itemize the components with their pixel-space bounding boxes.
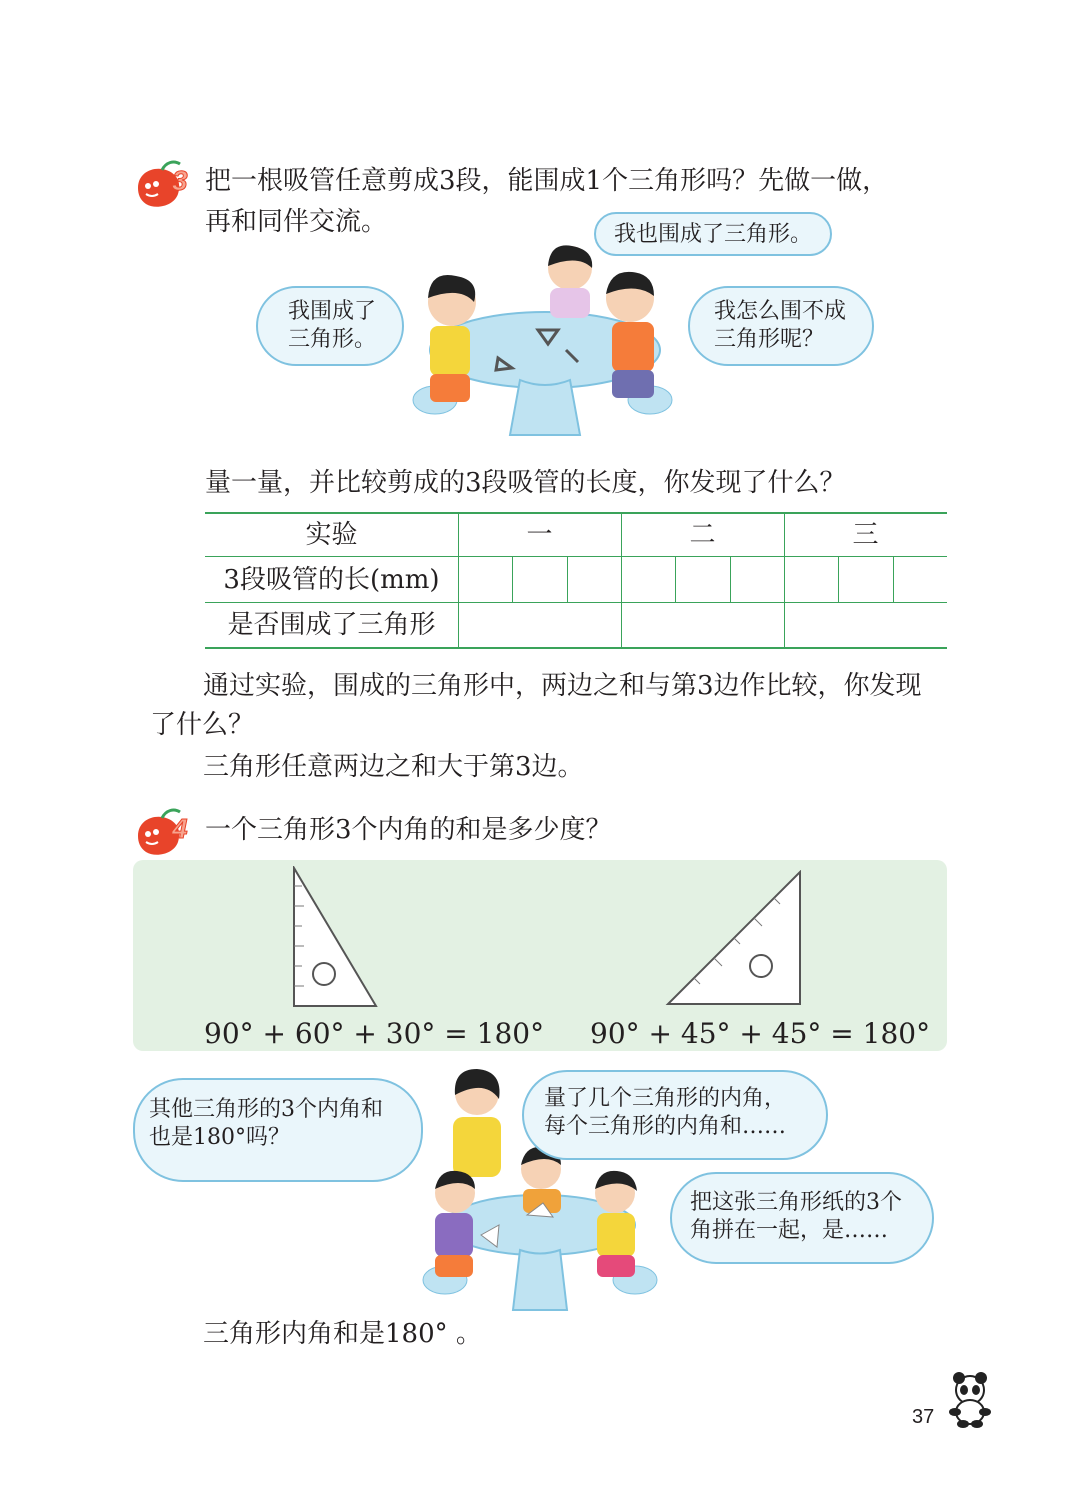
set-square-45-45-90 bbox=[664, 870, 804, 1008]
speech-bubble-top bbox=[594, 212, 832, 256]
example-3-question-line1: 把一根吸管任意剪成3段，能围成1个三角形吗？先做一做， bbox=[205, 166, 889, 196]
set-square-30-60-90 bbox=[290, 866, 380, 1010]
example-4-badge bbox=[132, 806, 196, 862]
table-header-col1: 一 bbox=[526, 520, 553, 550]
speech-bubble-measured bbox=[522, 1070, 828, 1160]
bubble-measured-line1: 量了几个三角形的内角， bbox=[544, 1086, 787, 1111]
table-header-experiment: 实验 bbox=[305, 520, 358, 550]
speech-bubble-left bbox=[256, 286, 404, 366]
table-header-col2: 二 bbox=[689, 520, 716, 550]
bubble-right-line1: 我怎么围不成 bbox=[714, 299, 847, 324]
table-header-col3: 三 bbox=[852, 520, 879, 550]
bubble-other-line1: 其他三角形的3个内角和 bbox=[149, 1097, 383, 1122]
speech-bubble-right bbox=[688, 286, 874, 366]
speech-bubble-combine-angles bbox=[670, 1172, 934, 1264]
speech-bubble-other-triangles bbox=[133, 1078, 423, 1182]
triangle-inequality-conclusion: 三角形任意两边之和大于第3边。 bbox=[203, 752, 584, 782]
page-number: 37 bbox=[912, 1406, 935, 1428]
panda-icon bbox=[945, 1372, 995, 1428]
bubble-left-line2: 三角形。 bbox=[288, 327, 377, 352]
discussion-line2: 了什么？ bbox=[150, 710, 255, 740]
example-4-number: 4 bbox=[172, 813, 188, 844]
angle-sum-conclusion: 三角形内角和是180° 。 bbox=[203, 1319, 482, 1349]
bubble-left-line1: 我围成了 bbox=[288, 299, 377, 324]
bubble-right-line2: 三角形呢？ bbox=[714, 327, 825, 352]
example-4-question: 一个三角形3个内角的和是多少度？ bbox=[205, 815, 612, 845]
table-row-formed-label: 是否围成了三角形 bbox=[227, 610, 436, 640]
equation-30-60-90: 90° + 60° + 30° = 180° bbox=[204, 1017, 545, 1050]
bubble-other-line2: 也是180°吗？ bbox=[149, 1125, 290, 1150]
example-3-number: 3 bbox=[172, 165, 188, 196]
bubble-measured-line2: 每个三角形的内角和…… bbox=[544, 1114, 787, 1139]
example-3-question-line2: 再和同伴交流。 bbox=[205, 207, 388, 237]
bubble-combine-line2: 角拼在一起，是…… bbox=[690, 1218, 889, 1243]
bubble-combine-line1: 把这张三角形纸的3个 bbox=[690, 1190, 902, 1215]
experiment-table bbox=[205, 512, 947, 649]
discussion-line1: 通过实验，围成的三角形中，两边之和与第3边作比较，你发现 bbox=[203, 671, 922, 701]
measure-prompt: 量一量，并比较剪成的3段吸管的长度，你发现了什么？ bbox=[205, 468, 846, 498]
bubble-top-text: 我也围成了三角形。 bbox=[614, 222, 813, 247]
example-3-badge bbox=[132, 158, 196, 214]
table-row-length-label: 3段吸管的长(mm) bbox=[223, 565, 440, 595]
children-straw-illustration bbox=[400, 240, 690, 445]
equation-45-45-90: 90° + 45° + 45° = 180° bbox=[590, 1017, 931, 1050]
